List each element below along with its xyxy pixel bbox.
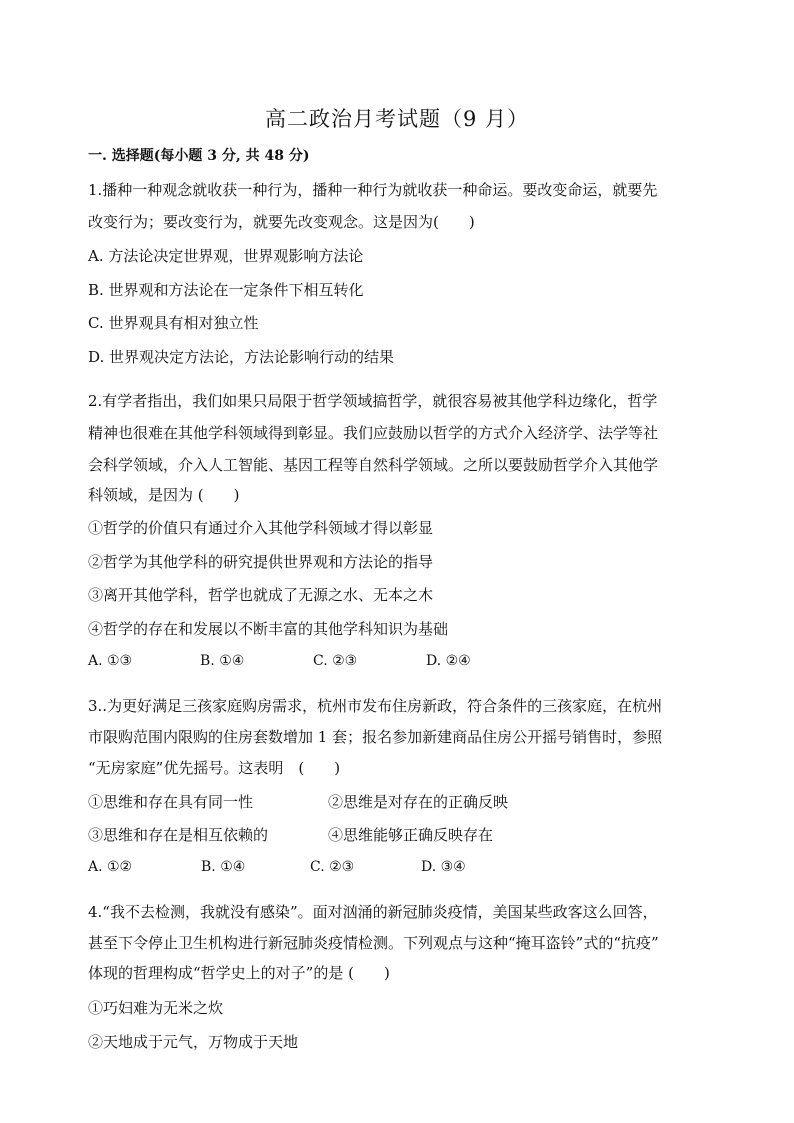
question-2-choice-d: D. ②④ bbox=[426, 653, 471, 669]
question-4-line-2: 甚至下令停止卫生机构进行新冠肺炎疫情检测。下列观点与这种“掩耳盗铃”式的“抗疫” bbox=[88, 934, 659, 952]
question-3-choice-b: B. ①④ bbox=[201, 859, 246, 875]
question-4-statement-2: ②天地成于元气，万物成于天地 bbox=[88, 1033, 299, 1051]
question-2-statement-1: ①哲学的价值只有通过介入其他学科领域才得以彰显 bbox=[88, 519, 434, 537]
section-heading: 一. 选择题(每小题 3 分, 共 48 分) bbox=[88, 148, 310, 164]
question-3-statement-1: ①思维和存在具有同一性 bbox=[88, 793, 254, 811]
question-3-line-1: 3..为更好满足三孩家庭购房需求，杭州市发布住房新政，符合条件的三孩家庭，在杭州 bbox=[88, 697, 663, 715]
exam-title: 高二政治月考试题（9 月） bbox=[264, 107, 530, 131]
question-2-statement-3: ③离开其他学科，哲学也就成了无源之水、无本之木 bbox=[88, 586, 434, 604]
question-2-line-4: 科领域，是因为 ( ) bbox=[88, 486, 240, 504]
question-1-line-2: 改变行为；要改变行为，就要先改变观念。这是因为( ) bbox=[88, 213, 475, 231]
question-3-choice-c: C. ②③ bbox=[310, 859, 355, 875]
question-3-statement-3: ③思维和存在是相互依赖的 bbox=[88, 826, 269, 844]
question-1-line-1: 1.播种一种观念就收获一种行为，播种一种行为就收获一种命运。要改变命运，就要先 bbox=[88, 181, 658, 199]
question-4-line-1: 4.“我不去检测，我就没有感染”。面对汹涌的新冠肺炎疫情，美国某些政客这么回答， bbox=[88, 903, 658, 921]
question-1-option-b: B. 世界观和方法论在一定条件下相互转化 bbox=[88, 281, 364, 299]
question-3-statement-2: ②思维是对存在的正确反映 bbox=[328, 793, 509, 811]
question-2-choice-b: B. ①④ bbox=[200, 653, 245, 669]
question-1-option-a: A. 方法论决定世界观，世界观影响方法论 bbox=[88, 247, 364, 265]
question-3-choice-d: D. ③④ bbox=[421, 859, 466, 875]
question-2-line-2: 精神也很难在其他学科领域得到彰显。我们应鼓励以哲学的方式介入经济学、法学等社 bbox=[88, 424, 659, 442]
question-3-statement-4: ④思维能够正确反映存在 bbox=[328, 826, 494, 844]
question-3-line-2: 市限购范围内限购的住房套数增加 1 套；报名参加新建商品住房公开摇号销售时，参照 bbox=[88, 728, 663, 746]
question-2-statement-4: ④哲学的存在和发展以不断丰富的其他学科知识为基础 bbox=[88, 620, 449, 638]
question-2-choice-a: A. ①③ bbox=[88, 653, 133, 669]
question-2-line-1: 2.有学者指出，我们如果只局限于哲学领域搞哲学，就很容易被其他学科边缘化，哲学 bbox=[88, 392, 658, 410]
question-2-choice-c: C. ②③ bbox=[313, 653, 358, 669]
question-2-statement-2: ②哲学为其他学科的研究提供世界观和方法论的指导 bbox=[88, 553, 434, 571]
question-3-line-3: “无房家庭”优先摇号。这表明 ( ) bbox=[88, 759, 341, 777]
question-4-line-3: 体现的哲理构成“哲学史上的对子”的是 ( ) bbox=[88, 964, 390, 982]
question-1-option-c: C. 世界观具有相对独立性 bbox=[88, 314, 259, 332]
question-2-line-3: 会科学领域，介入人工智能、基因工程等自然科学领域。之所以要鼓励哲学介入其他学 bbox=[88, 456, 659, 474]
question-1-option-d: D. 世界观决定方法论，方法论影响行动的结果 bbox=[88, 348, 395, 366]
question-4-statement-1: ①巧妇难为无米之炊 bbox=[88, 999, 224, 1017]
question-3-choice-a: A. ①② bbox=[88, 859, 133, 875]
